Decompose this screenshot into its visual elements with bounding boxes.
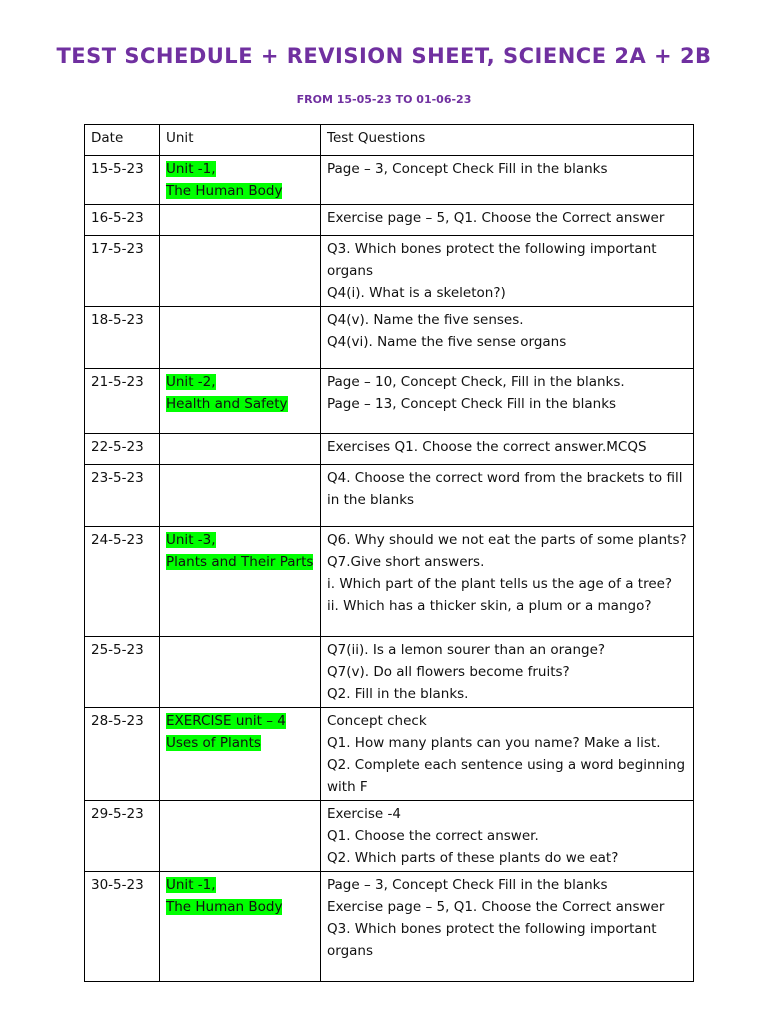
date-cell: 18-5-23: [85, 307, 160, 369]
questions-cell: [321, 205, 694, 236]
date-range-subtitle: FROM 15-05-23 TO 01-06-23: [296, 93, 472, 106]
date-cell: 25-5-23: [85, 637, 160, 708]
schedule-table: [84, 124, 694, 982]
unit-cell: [160, 527, 321, 637]
unit-cell: [160, 872, 321, 982]
questions-cell: [321, 465, 694, 527]
table-row: [85, 307, 694, 369]
unit-cell: [160, 236, 321, 307]
question-line: Q4(i). What is a skeleton?): [327, 285, 506, 301]
unit-label: Unit -1,: [166, 877, 216, 893]
question-line: i. Which part of the plant tells us the age of a tree?: [327, 576, 673, 592]
table-row: [85, 465, 694, 527]
table-row: [85, 205, 694, 236]
question-line: Q7(v). Do all flowers become fruits?: [327, 664, 570, 680]
question-line: Page – 3, Concept Check Fill in the blanks: [327, 877, 608, 893]
table-row: [85, 801, 694, 872]
question-line: Q3. Which bones protect the following important: [327, 241, 657, 257]
questions-cell: [321, 637, 694, 708]
questions-cell: [321, 307, 694, 369]
question-line: with F: [327, 779, 368, 795]
unit-label: EXERCISE unit – 4: [166, 713, 286, 729]
question-line: organs: [327, 943, 374, 959]
unit-cell: [160, 205, 321, 236]
unit-label: Unit -1,: [166, 161, 216, 177]
question-line: Q4. Choose the correct word from the brackets to fill: [327, 470, 683, 486]
question-line: Q1. How many plants can you name? Make a list.: [327, 735, 661, 751]
table-row: [85, 872, 694, 982]
questions-cell: [321, 236, 694, 307]
column-header: Unit: [160, 125, 321, 156]
table-row: [85, 369, 694, 434]
questions-cell: [321, 708, 694, 801]
question-line: Page – 13, Concept Check Fill in the blanks: [327, 396, 617, 412]
unit-cell: [160, 434, 321, 465]
question-line: Exercises Q1. Choose the correct answer.MCQS: [327, 439, 647, 455]
question-line: Page – 3, Concept Check Fill in the blanks: [327, 161, 608, 177]
date-cell: 30-5-23: [85, 872, 160, 982]
table-row: [85, 156, 694, 205]
date-cell: 21-5-23: [85, 369, 160, 434]
question-line: Q6. Why should we not eat the parts of some plants?: [327, 532, 687, 548]
questions-cell: [321, 527, 694, 637]
unit-label: Plants and Their Parts: [166, 554, 314, 570]
column-header: Test Questions: [321, 125, 694, 156]
question-line: Q2. Which parts of these plants do we eat?: [327, 850, 619, 866]
unit-label: The Human Body: [166, 899, 283, 915]
table-row: [85, 527, 694, 637]
date-cell: 15-5-23: [85, 156, 160, 205]
date-cell: 22-5-23: [85, 434, 160, 465]
question-line: Exercise page – 5, Q1. Choose the Correct answer: [327, 210, 665, 226]
date-cell: 24-5-23: [85, 527, 160, 637]
unit-cell: [160, 307, 321, 369]
table-row: [85, 637, 694, 708]
unit-label: Uses of Plants: [166, 735, 261, 751]
unit-cell: [160, 708, 321, 801]
questions-cell: [321, 156, 694, 205]
table-header-row: [85, 125, 694, 156]
questions-cell: [321, 434, 694, 465]
date-cell: 29-5-23: [85, 801, 160, 872]
unit-cell: [160, 369, 321, 434]
unit-label: The Human Body: [166, 183, 283, 199]
question-line: Q4(v). Name the five senses.: [327, 312, 524, 328]
table-row: [85, 434, 694, 465]
question-line: Q3. Which bones protect the following important: [327, 921, 657, 937]
page-title: TEST SCHEDULE + REVISION SHEET, SCIENCE 2A + 2B: [56, 44, 712, 68]
date-cell: 23-5-23: [85, 465, 160, 527]
question-line: Exercise page – 5, Q1. Choose the Correct answer: [327, 899, 665, 915]
unit-label: Health and Safety: [166, 396, 288, 412]
column-header: Date: [85, 125, 160, 156]
question-line: Concept check: [327, 713, 427, 729]
question-line: Q7(ii). Is a lemon sourer than an orange?: [327, 642, 606, 658]
question-line: organs: [327, 263, 374, 279]
unit-label: Unit -3,: [166, 532, 216, 548]
question-line: Q2. Complete each sentence using a word beginning: [327, 757, 686, 773]
unit-cell: [160, 465, 321, 527]
unit-cell: [160, 637, 321, 708]
question-line: in the blanks: [327, 492, 415, 508]
date-cell: 16-5-23: [85, 205, 160, 236]
question-line: Q7.Give short answers.: [327, 554, 485, 570]
question-line: Q1. Choose the correct answer.: [327, 828, 539, 844]
question-line: Q2. Fill in the blanks.: [327, 686, 469, 702]
questions-cell: [321, 369, 694, 434]
question-line: Exercise -4: [327, 806, 401, 822]
question-line: ii. Which has a thicker skin, a plum or a mango?: [327, 598, 652, 614]
unit-cell: [160, 156, 321, 205]
table-row: [85, 236, 694, 307]
unit-cell: [160, 801, 321, 872]
question-line: Q4(vi). Name the five sense organs: [327, 334, 567, 350]
table-row: [85, 708, 694, 801]
unit-label: Unit -2,: [166, 374, 216, 390]
questions-cell: [321, 801, 694, 872]
date-cell: 28-5-23: [85, 708, 160, 801]
question-line: Page – 10, Concept Check, Fill in the blanks.: [327, 374, 625, 390]
date-cell: 17-5-23: [85, 236, 160, 307]
questions-cell: [321, 872, 694, 982]
